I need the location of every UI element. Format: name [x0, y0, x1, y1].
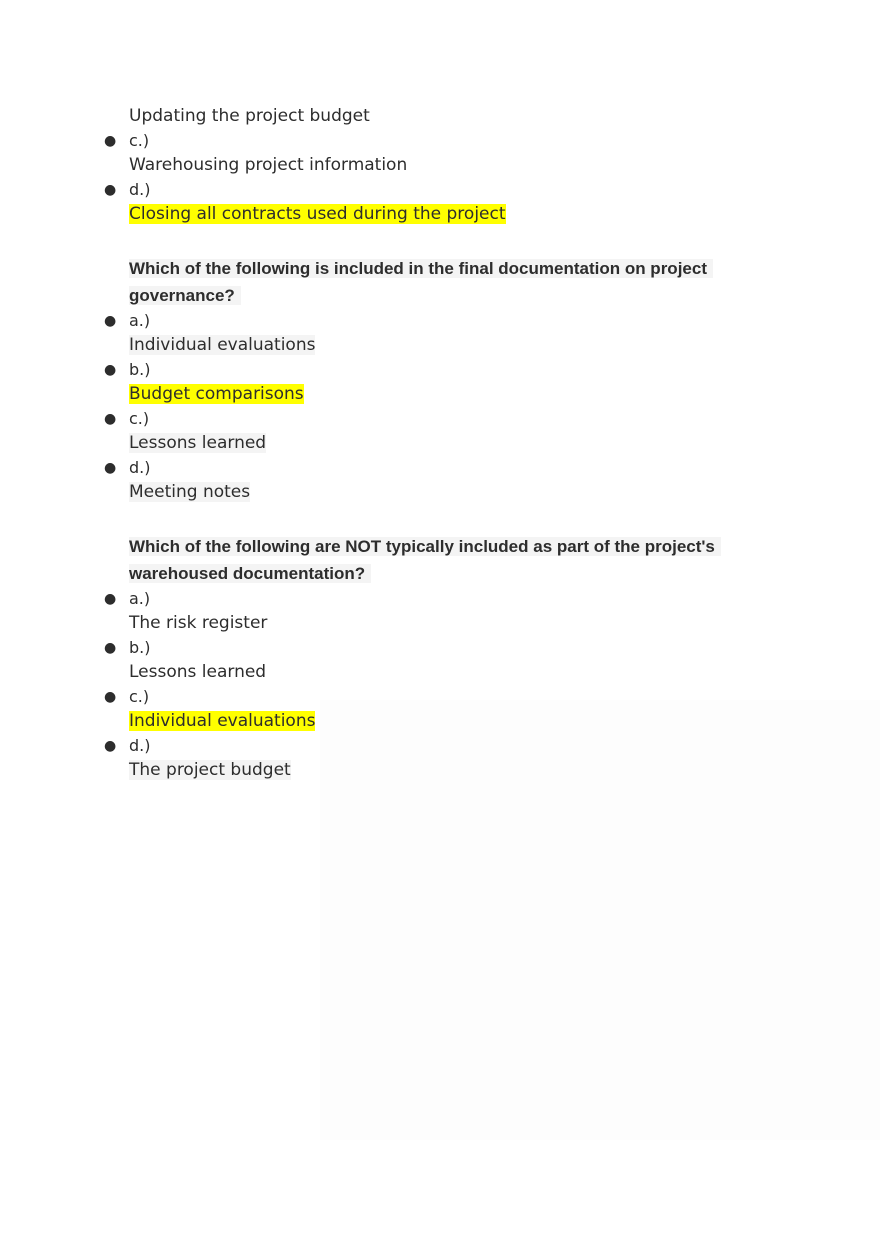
- question-text: Which of the following are NOT typically included as part of the project's warehoused documentation?: [129, 533, 749, 587]
- quiz-content: [104, 104, 749, 783]
- highlighted-answer: Closing all contracts used during the project: [129, 204, 506, 224]
- option-label: ● d.): [129, 178, 749, 202]
- answer-text: Lessons learned: [129, 433, 267, 453]
- answer-text: Meeting notes: [129, 482, 251, 502]
- answer-text-correct: [129, 202, 749, 227]
- bullet-icon: ●: [104, 133, 117, 149]
- option-label: ● a.): [129, 309, 749, 333]
- option-label: ● c.): [129, 129, 749, 153]
- option-label: ● c.): [129, 407, 749, 431]
- option-label: ● c.): [129, 685, 749, 709]
- answer-text: The project budget: [129, 760, 291, 780]
- answer-text-correct: [129, 709, 749, 734]
- bullet-icon: ●: [104, 460, 117, 476]
- option-label: ● a.): [129, 587, 749, 611]
- option-label: ● d.): [129, 456, 749, 480]
- option-label: ● d.): [129, 734, 749, 758]
- answer-text: Lessons learned: [129, 662, 267, 682]
- answer-text-correct: [129, 382, 749, 407]
- question-text: Which of the following is included in the final documentation on project governance?: [129, 255, 749, 309]
- highlighted-answer: Budget comparisons: [129, 384, 304, 404]
- option-label: ● b.): [129, 636, 749, 660]
- answer-text: The risk register: [129, 613, 268, 633]
- bullet-icon: ●: [104, 313, 117, 329]
- bullet-icon: ●: [104, 689, 117, 705]
- answer-text: Individual evaluations: [129, 335, 316, 355]
- bullet-icon: ●: [104, 591, 117, 607]
- answer-text: Warehousing project information: [129, 155, 408, 175]
- answer-text: Updating the project budget: [129, 106, 370, 126]
- highlighted-answer: Individual evaluations: [129, 711, 316, 731]
- bullet-icon: ●: [104, 411, 117, 427]
- bullet-icon: ●: [104, 640, 117, 656]
- bullet-icon: ●: [104, 738, 117, 754]
- bullet-icon: ●: [104, 182, 117, 198]
- option-label: ● b.): [129, 358, 749, 382]
- bullet-icon: ●: [104, 362, 117, 378]
